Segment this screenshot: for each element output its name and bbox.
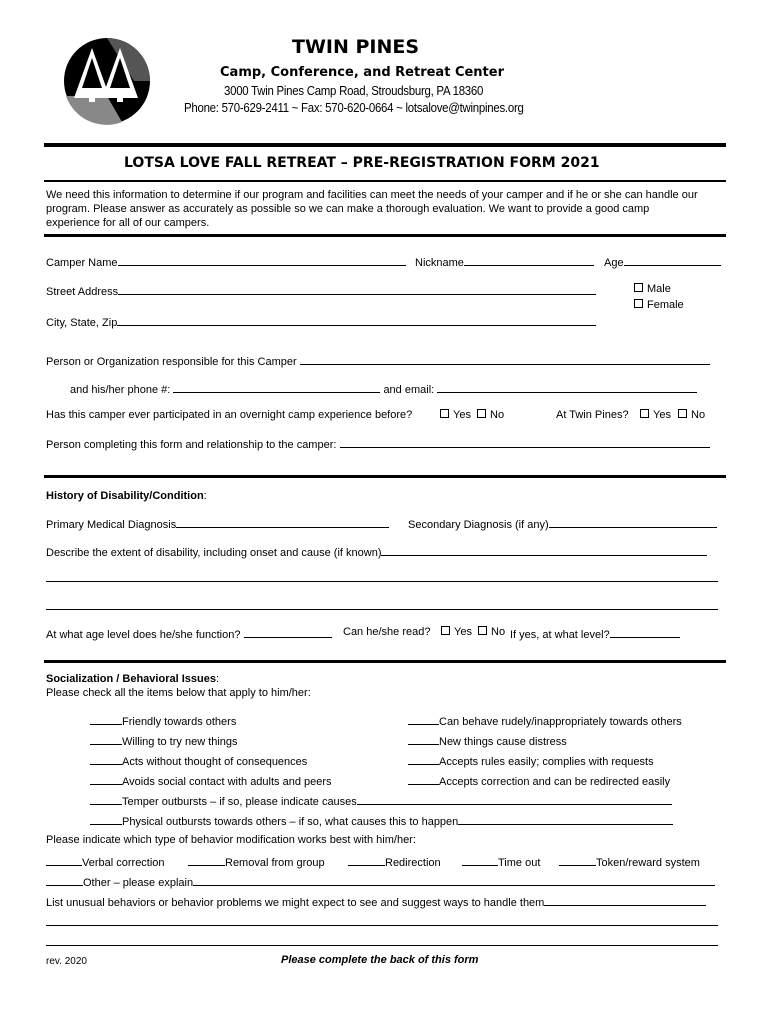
revision-label: rev. 2020: [46, 956, 87, 967]
describe-field[interactable]: [381, 544, 707, 556]
physical-check-field[interactable]: [90, 813, 122, 825]
left-item-2[interactable]: [90, 733, 238, 748]
unusual-question: List unusual behaviors or behavior problems we might expect to see and suggest ways to handle them: [46, 897, 545, 909]
phone-label: and his/her phone #:: [70, 384, 171, 396]
left-item-4-label: Avoids social contact with adults and peers: [122, 776, 332, 788]
org-subtitle: Camp, Conference, and Retreat Center: [220, 65, 504, 80]
unusual-field[interactable]: [544, 894, 706, 906]
mod-removal[interactable]: [188, 854, 325, 869]
right-item-1[interactable]: [408, 713, 682, 728]
city-field[interactable]: [117, 314, 596, 326]
describe-label: Describe the extent of disability, including onset and cause (if known): [46, 547, 382, 559]
intro-rule: [44, 234, 726, 237]
female-option[interactable]: [634, 299, 684, 311]
temper-label: Temper outbursts – if so, please indicate causes: [122, 796, 357, 808]
twin-pines-no[interactable]: [678, 409, 705, 421]
behavior-heading: Socialization / Behavioral Issues: [46, 673, 216, 685]
left-item-4[interactable]: [90, 773, 332, 788]
describe-line-3[interactable]: [46, 609, 718, 610]
responsible-row: [46, 353, 710, 368]
intro-line-2: program. Please answer as accurately as possible so we can make a thorough evaluation. We want to provide a good camp: [46, 203, 650, 215]
responsible-label: Person or Organization responsible for this Camper: [46, 356, 297, 368]
twin-pines-yes-checkbox[interactable]: [640, 409, 649, 418]
left-item-2-label: Willing to try new things: [122, 736, 238, 748]
modification-question: Please indicate which type of behavior modification works best with him/her:: [46, 834, 416, 846]
left-item-2-field[interactable]: [90, 733, 122, 745]
age-label: Age: [604, 257, 624, 269]
title-bottom-rule: [44, 180, 726, 182]
physical-field[interactable]: [458, 813, 673, 825]
org-address: 3000 Twin Pines Camp Road, Stroudsburg, PA 18360: [224, 83, 484, 98]
male-label: Male: [647, 283, 671, 295]
other-row[interactable]: [46, 874, 715, 889]
right-item-4[interactable]: [408, 773, 670, 788]
male-checkbox[interactable]: [634, 283, 643, 292]
behavior-heading-row: [46, 673, 219, 685]
age-field[interactable]: [624, 254, 721, 266]
read-no-label: No: [491, 626, 506, 638]
right-item-3-label: Accepts rules easily; complies with requests: [439, 756, 654, 768]
other-label: Other – please explain: [83, 877, 194, 889]
other-field[interactable]: [193, 874, 715, 886]
read-question: Can he/she read?: [343, 626, 431, 638]
primary-label: Primary Medical Diagnosis: [46, 519, 177, 531]
age-level-row: [46, 626, 332, 641]
completing-row: [46, 436, 710, 451]
right-item-3[interactable]: [408, 753, 654, 768]
history-heading-row: [46, 490, 207, 502]
temper-row[interactable]: [90, 793, 672, 808]
nickname-field[interactable]: [464, 254, 594, 266]
mod-verbal-label: Verbal correction: [82, 857, 165, 869]
mod-timeout-label: Time out: [498, 857, 541, 869]
right-item-2-field[interactable]: [408, 733, 439, 745]
responsible-field[interactable]: [300, 353, 710, 365]
read-level-field[interactable]: [610, 626, 680, 638]
age-level-question: At what age level does he/she function?: [46, 629, 241, 641]
right-item-4-label: Accepts correction and can be redirected easily: [439, 776, 671, 788]
describe-row: [46, 544, 707, 559]
left-item-4-field[interactable]: [90, 773, 122, 785]
twin-pines-question: At Twin Pines?: [556, 409, 629, 421]
mod-removal-label: Removal from group: [225, 857, 325, 869]
history-heading-colon: :: [203, 490, 207, 502]
street-label: Street Address: [46, 286, 119, 298]
right-item-4-field[interactable]: [408, 773, 439, 785]
overnight-yes-label: Yes: [453, 409, 471, 421]
nickname-label: Nickname: [415, 257, 464, 269]
male-option[interactable]: [634, 283, 671, 295]
logo: [62, 36, 152, 126]
behavior-rule: [44, 660, 726, 663]
left-item-1-label: Friendly towards others: [122, 716, 237, 728]
nickname-row: [415, 254, 594, 269]
camper-name-label: Camper Name: [46, 257, 118, 269]
org-contact: Phone: 570-629-2411 ~ Fax: 570-620-0664 ~ lotsalove@twinpines.org: [184, 100, 524, 115]
title-top-rule: [44, 143, 726, 147]
org-name: TWIN PINES: [292, 36, 420, 58]
street-field[interactable]: [118, 283, 596, 295]
female-checkbox[interactable]: [634, 299, 643, 308]
secondary-row: [408, 516, 717, 531]
female-label: Female: [647, 299, 684, 311]
city-label: City, State, Zip: [46, 317, 118, 329]
left-item-3-field[interactable]: [90, 753, 122, 765]
overnight-no-checkbox[interactable]: [477, 409, 486, 418]
phone-email-row: [70, 381, 697, 396]
phone-field[interactable]: [173, 381, 380, 393]
camper-name-field[interactable]: [118, 254, 406, 266]
left-item-3-label: Acts without thought of consequences: [122, 756, 308, 768]
mod-verbal-field[interactable]: [46, 854, 82, 866]
other-check-field[interactable]: [46, 874, 83, 886]
completing-field[interactable]: [340, 436, 710, 448]
twin-pines-no-label: No: [691, 409, 706, 421]
left-item-1[interactable]: [90, 713, 236, 728]
back-of-form-note: Please complete the back of this form: [281, 954, 479, 966]
history-heading: History of Disability/Condition: [46, 490, 204, 502]
mod-token-field[interactable]: [559, 854, 596, 866]
intro-line-1: We need this information to determine if our program and facilities can meet the needs of your camper and if he or she can handle our: [46, 189, 698, 201]
city-row: [46, 314, 596, 329]
intro-line-3: experience for all of our campers.: [46, 217, 210, 229]
temper-field[interactable]: [357, 793, 672, 805]
secondary-label: Secondary Diagnosis (if any): [408, 519, 549, 531]
read-yes[interactable]: [441, 626, 472, 638]
overnight-no-label: No: [490, 409, 505, 421]
right-item-1-field[interactable]: [408, 713, 439, 725]
read-level-label: If yes, at what level?: [510, 629, 610, 641]
read-no-checkbox[interactable]: [478, 626, 487, 635]
behavior-heading-colon: :: [215, 673, 220, 685]
mod-verbal[interactable]: [46, 854, 165, 869]
right-item-1-label: Can behave rudely/inappropriately towards others: [439, 716, 682, 728]
camper-name-row: [46, 254, 406, 269]
unusual-line-2[interactable]: [46, 925, 718, 926]
completing-label: Person completing this form and relationship to the camper:: [46, 439, 337, 451]
twin-pines-logo-icon: [62, 36, 152, 126]
twin-pines-no-checkbox[interactable]: [678, 409, 687, 418]
mod-redirection-field[interactable]: [348, 854, 385, 866]
read-yes-checkbox[interactable]: [441, 626, 450, 635]
left-item-3[interactable]: [90, 753, 307, 768]
mod-removal-field[interactable]: [188, 854, 225, 866]
behavior-instruction: Please check all the items below that apply to him/her:: [46, 687, 311, 699]
left-item-1-field[interactable]: [90, 713, 122, 725]
email-label: and email:: [383, 384, 435, 396]
primary-field[interactable]: [176, 516, 389, 528]
read-level-row: [510, 626, 680, 641]
mod-token[interactable]: [559, 854, 700, 869]
overnight-question: Has this camper ever participated in an overnight camp experience before?: [46, 409, 413, 421]
unusual-row: [46, 894, 706, 909]
primary-row: [46, 516, 389, 531]
mod-token-label: Token/reward system: [596, 857, 700, 869]
street-row: [46, 283, 596, 298]
age-row: [604, 254, 721, 269]
overnight-yes[interactable]: [440, 409, 471, 421]
right-item-2-label: New things cause distress: [439, 736, 567, 748]
twin-pines-yes-label: Yes: [653, 409, 671, 421]
read-yes-label: Yes: [454, 626, 472, 638]
read-no[interactable]: [478, 626, 505, 638]
mod-redirection-label: Redirection: [385, 857, 441, 869]
physical-label: Physical outbursts towards others – if so, what causes this to happen: [122, 816, 459, 828]
physical-row[interactable]: [90, 813, 673, 828]
temper-check-field[interactable]: [90, 793, 122, 805]
unusual-line-3[interactable]: [46, 945, 718, 946]
overnight-no[interactable]: [477, 409, 504, 421]
history-rule: [44, 475, 726, 478]
mod-redirection[interactable]: [348, 854, 441, 869]
right-item-2[interactable]: [408, 733, 567, 748]
age-level-field[interactable]: [244, 626, 332, 638]
secondary-field[interactable]: [549, 516, 717, 528]
form-title: LOTSA LOVE FALL RETREAT – PRE-REGISTRATION FORM 2021: [124, 155, 600, 171]
mod-timeout[interactable]: [462, 854, 540, 869]
right-item-3-field[interactable]: [408, 753, 439, 765]
email-field[interactable]: [437, 381, 697, 393]
twin-pines-yes[interactable]: [640, 409, 671, 421]
overnight-yes-checkbox[interactable]: [440, 409, 449, 418]
describe-line-2[interactable]: [46, 581, 718, 582]
mod-timeout-field[interactable]: [462, 854, 498, 866]
